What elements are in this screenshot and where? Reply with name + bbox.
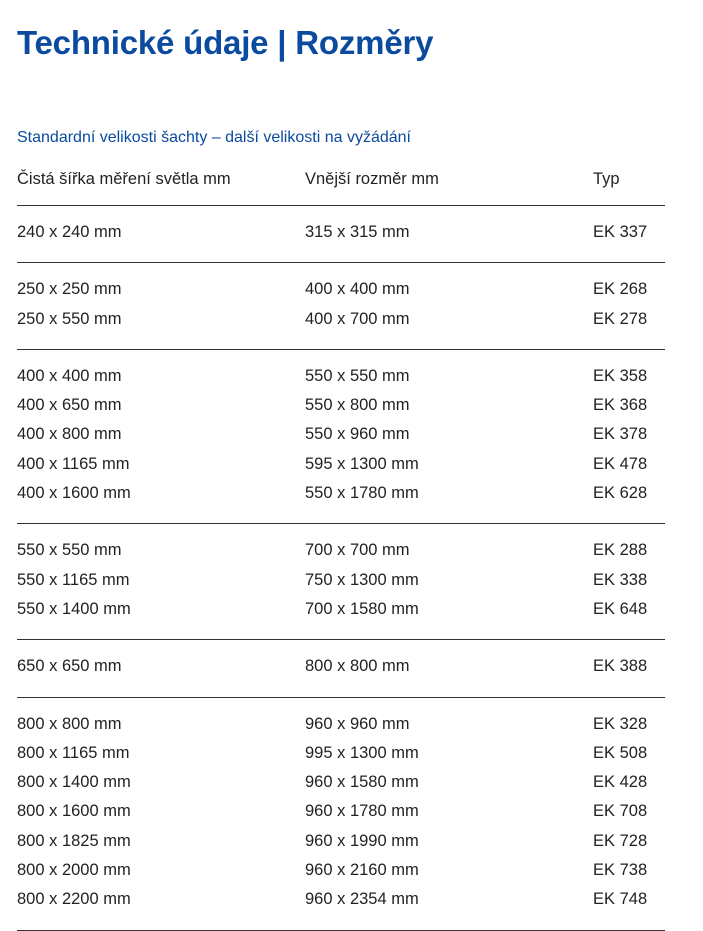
type-cell: EK 628	[593, 484, 648, 503]
type-cell: EK 428	[593, 773, 648, 792]
table-row	[17, 279, 665, 308]
outer-dimension-cell: 550 x 550 mm	[305, 366, 410, 385]
table-body	[17, 206, 665, 931]
clear-width-cell: 250 x 250 mm	[17, 280, 122, 299]
table-row	[17, 772, 665, 801]
clear-width-cell: 400 x 1165 mm	[17, 454, 130, 473]
type-cell: EK 728	[593, 831, 648, 850]
table-row	[17, 743, 665, 772]
clear-width-cell: 800 x 1400 mm	[17, 773, 131, 792]
clear-width-cell: 240 x 240 mm	[17, 223, 122, 241]
outer-dimension-cell: 700 x 700 mm	[305, 541, 410, 560]
table-row	[17, 831, 665, 860]
type-cell: EK 328	[593, 714, 648, 733]
table-row	[17, 366, 665, 395]
type-cell: EK 288	[593, 541, 648, 560]
table-row	[17, 309, 665, 338]
dimensions-table	[17, 160, 665, 931]
clear-width-cell: 800 x 1165 mm	[17, 743, 130, 762]
outer-dimension-cell: 960 x 1580 mm	[305, 773, 419, 792]
outer-dimension-cell: 800 x 800 mm	[305, 657, 410, 676]
type-cell: EK 648	[593, 599, 648, 618]
outer-dimension-cell: 550 x 1780 mm	[305, 484, 419, 503]
type-cell: EK 338	[593, 570, 648, 589]
table-row	[17, 424, 665, 453]
clear-width-cell: 800 x 2000 mm	[17, 861, 131, 880]
outer-dimension-cell: 960 x 1990 mm	[305, 831, 419, 850]
outer-dimension-cell: 960 x 2160 mm	[305, 861, 419, 880]
table-row	[17, 801, 665, 830]
clear-width-cell: 800 x 2200 mm	[17, 890, 131, 909]
outer-dimension-cell: 960 x 1780 mm	[305, 802, 419, 821]
row-group	[17, 698, 665, 931]
table-row	[17, 599, 665, 628]
table-row	[17, 483, 665, 512]
type-cell: EK 508	[593, 743, 648, 762]
type-cell: EK 358	[593, 366, 648, 385]
table-row	[17, 860, 665, 889]
clear-width-cell: 400 x 1600 mm	[17, 484, 131, 503]
clear-width-cell: 800 x 1600 mm	[17, 802, 131, 821]
outer-dimension-cell: 400 x 400 mm	[305, 280, 410, 299]
table-row	[17, 540, 665, 569]
type-cell: EK 368	[593, 396, 648, 415]
outer-dimension-cell: 550 x 800 mm	[305, 396, 410, 415]
type-cell: EK 748	[593, 890, 648, 909]
table-header	[17, 160, 665, 206]
clear-width-cell: 650 x 650 mm	[17, 657, 122, 676]
outer-dimension-cell: 400 x 700 mm	[305, 309, 410, 328]
header-clear-width: Čistá šířka měření světla mm	[17, 170, 231, 188]
outer-dimension-cell: 550 x 960 mm	[305, 425, 410, 444]
clear-width-cell: 800 x 800 mm	[17, 714, 122, 733]
table-row	[17, 889, 665, 918]
type-cell: EK 378	[593, 425, 648, 444]
row-group	[17, 524, 665, 640]
outer-dimension-cell: 960 x 2354 mm	[305, 890, 419, 909]
outer-dimension-cell: 995 x 1300 mm	[305, 743, 419, 762]
row-group	[17, 640, 665, 697]
table-row	[17, 222, 665, 251]
outer-dimension-cell: 595 x 1300 mm	[305, 454, 419, 473]
table-row	[17, 570, 665, 599]
header-outer-dimension: Vnější rozměr mm	[305, 170, 439, 188]
type-cell: EK 268	[593, 280, 648, 299]
type-cell: EK 388	[593, 657, 648, 676]
outer-dimension-cell: 700 x 1580 mm	[305, 599, 419, 618]
clear-width-cell: 550 x 550 mm	[17, 541, 122, 560]
type-cell: EK 337	[593, 223, 648, 241]
table-row	[17, 395, 665, 424]
type-cell: EK 708	[593, 802, 648, 821]
table-caption: Standardní velikosti šachty – další velikosti na vyžádání	[17, 129, 411, 146]
row-group	[17, 350, 665, 524]
type-cell: EK 478	[593, 454, 648, 473]
table-row	[17, 656, 665, 685]
clear-width-cell: 250 x 550 mm	[17, 309, 122, 328]
outer-dimension-cell: 960 x 960 mm	[305, 714, 410, 733]
type-cell: EK 278	[593, 309, 648, 328]
clear-width-cell: 400 x 400 mm	[17, 366, 122, 385]
table-row	[17, 454, 665, 483]
clear-width-cell: 400 x 650 mm	[17, 396, 122, 415]
outer-dimension-cell: 750 x 1300 mm	[305, 570, 419, 589]
clear-width-cell: 550 x 1400 mm	[17, 599, 131, 618]
clear-width-cell: 550 x 1165 mm	[17, 570, 130, 589]
page-title: Technické údaje | Rozměry	[17, 24, 434, 61]
row-group	[17, 263, 665, 350]
type-cell: EK 738	[593, 861, 648, 880]
clear-width-cell: 800 x 1825 mm	[17, 831, 131, 850]
header-type: Typ	[593, 170, 620, 188]
row-group	[17, 206, 665, 263]
clear-width-cell: 400 x 800 mm	[17, 425, 122, 444]
outer-dimension-cell: 315 x 315 mm	[305, 223, 410, 241]
table-row	[17, 714, 665, 743]
